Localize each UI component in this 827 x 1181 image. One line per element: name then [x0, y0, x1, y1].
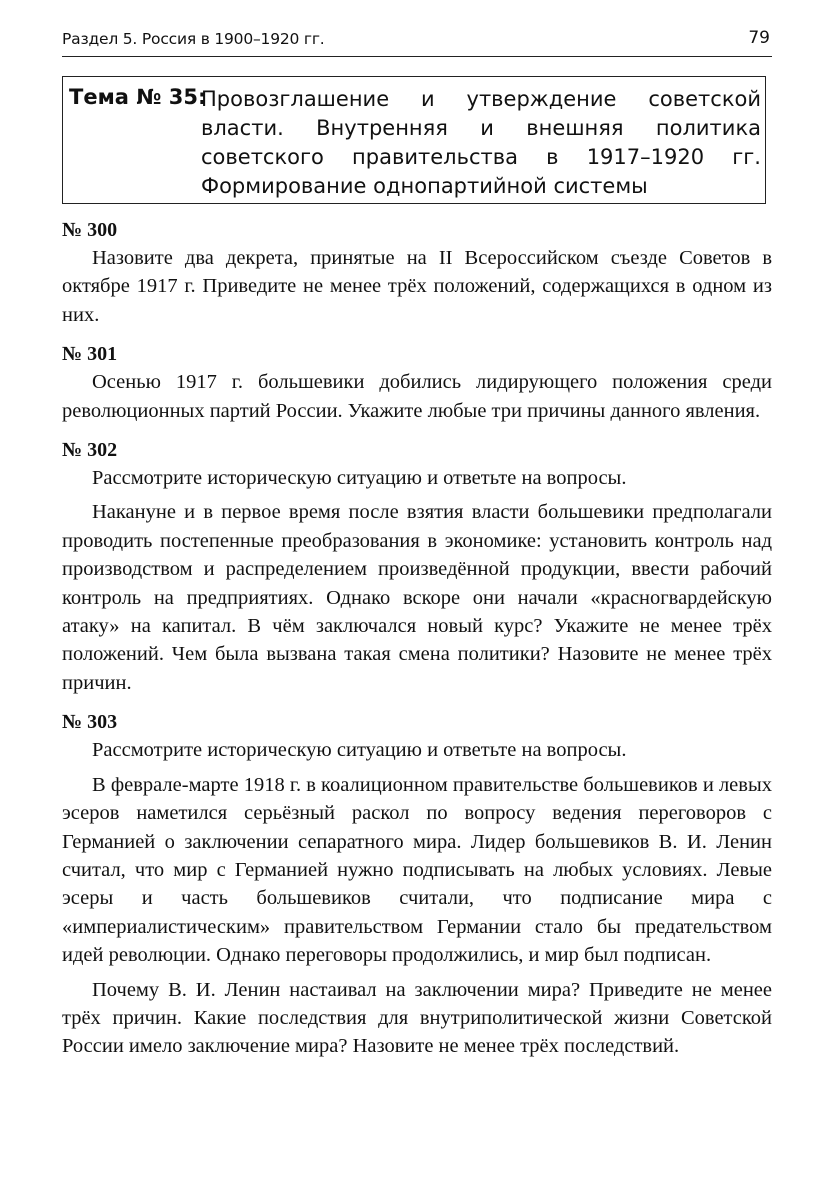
task-number: № 303	[62, 711, 118, 734]
task-300	[62, 216, 772, 329]
task-list	[62, 216, 772, 1072]
task-paragraph: В феврале-марте 1918 г. в коалиционном правительстве большевиков и левых эсеров наметился серьёзный раскол по вопросу ведения переговоров с Германией о заключении сепаратного мира. Лидер большевиков В. И. Ленин считал, что мир с Германией нужно подписывать на любых условиях. Левые эсеры и часть большевиков считали, что подписание мира с «империалистическим» правительством Германии стало бы предательством идей революции. Однако переговоры продолжились, и мир был подписан.	[62, 773, 772, 967]
task-number: № 301	[62, 343, 118, 366]
task-paragraph: Накануне и в первое время после взятия власти большевики предполагали проводить постепенные преобразования в экономике: установить контроль над производством и распределением произведённой продукции, ввести рабочий контроль на предприятиях. Однако вскоре они начали «красногвардейскую атаку» на капитал. В чём заключался новый курс? Укажите не менее трёх положений. Чем была вызвана такая смена политики? Назовите не менее трёх причин.	[62, 501, 772, 694]
task-instruction: Рассмотрите историческую ситуацию и ответьте на вопросы.	[92, 467, 627, 490]
topic-box	[62, 76, 766, 204]
task-302	[62, 436, 772, 697]
page-number: 79	[748, 28, 770, 48]
task-instruction: Рассмотрите историческую ситуацию и ответьте на вопросы.	[92, 739, 627, 762]
task-301	[62, 340, 772, 425]
task-number: № 302	[62, 439, 118, 462]
topic-label: Тема № 35:	[69, 85, 207, 109]
task-paragraph: Назовите два декрета, принятые на II Всероссийском съезде Советов в октябре 1917 г. Приведите не менее трёх положений, содержащихся в одном из них.	[62, 247, 772, 326]
task-question: Почему В. И. Ленин настаивал на заключении мира? Приведите не менее трёх причин. Какие последствия для внутриполитической жизни Советской России имело заключение мира? Назовите не менее трёх последствий.	[62, 978, 772, 1058]
book-page	[62, 0, 772, 1181]
task-number: № 300	[62, 219, 118, 241]
running-title: Раздел 5. Россия в 1900–1920 гг.	[62, 30, 325, 48]
task-303	[62, 708, 772, 1060]
topic-title: Провозглашение и утверждение советской власти. Внутренняя и внешняя политика советского правительства в 1917–1920 гг. Формирование однопартийной системы	[201, 87, 761, 198]
running-header	[62, 24, 772, 57]
task-paragraph: Осенью 1917 г. большевики добились лидирующего положения среди революционных партий России. Укажите любые три причины данного явления.	[62, 371, 772, 422]
